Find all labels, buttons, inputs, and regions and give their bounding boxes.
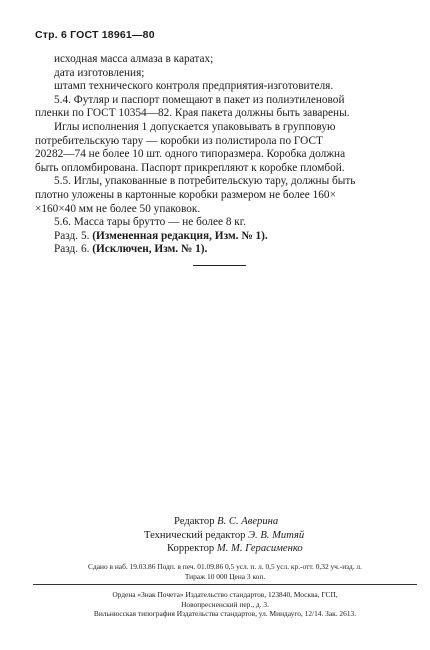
text-line: Иглы исполнения 1 допускается упаковывать в групповую xyxy=(54,120,336,133)
text-line: 5.4. Футляр и паспорт помещают в пакет из полиэтиленовой xyxy=(54,93,345,106)
imprint-divider xyxy=(33,584,417,585)
text-line xyxy=(35,243,407,257)
text-line: потребительскую тару — коробки из полистирола по ГОСТ xyxy=(35,134,323,147)
imprint-line: Вильнюсская типография Издательства стандартов, ул. Миндауго, 12/14. Зак. 2613. xyxy=(93,609,357,619)
imprint-line: Ордена «Знак Почета» Издательство стандартов, 123840, Москва, ГСП, xyxy=(112,590,338,599)
amendment-note: (Исключен, Изм. № 1). xyxy=(92,243,208,256)
corrector-name: М. М. Герасименко xyxy=(216,543,303,554)
tech-editor-line xyxy=(140,529,380,543)
section-ref: Разд. 6. xyxy=(54,243,93,256)
credits xyxy=(140,515,380,556)
corrector-role: Корректор xyxy=(167,543,217,554)
divider xyxy=(193,265,246,266)
imprint-line: Тираж 10 000 Цена 3 коп. xyxy=(184,571,266,581)
tech-editor-name: Э. В. Митяй xyxy=(248,529,305,541)
section-ref: Разд. 5. xyxy=(54,229,93,242)
text-line: ×160×40 мм не более 50 упаковок. xyxy=(35,202,201,215)
amendment-note: (Измененная редакция, Изм. № 1). xyxy=(92,229,268,242)
text-line: 5.5. Иглы, упакованные в потребительскую тару, должны быть xyxy=(54,175,356,188)
text-line xyxy=(35,230,407,244)
text-line: быть опломбирована. Паспорт прикрепляют к коробке пломбой. xyxy=(35,161,345,174)
text-line: исходная масса алмаза в каратах; xyxy=(54,53,214,65)
imprint-line: Сдано в наб. 19.03.86 Подп. в печ. 01.09.86 0,5 усл. п. л. 0,5 усл. кр.-отт. 0,32 уч.-изд. л. xyxy=(88,562,362,571)
editor-name: В. С. Аверина xyxy=(217,516,279,527)
text-line: 5.6. Масса тары брутто — не более 8 кг. xyxy=(54,216,246,229)
text-line: плотно уложены в картонные коробки размером не более 160× xyxy=(35,188,336,201)
text-line: 20282—74 не более 10 шт. одного типоразмера. Коробка должна xyxy=(35,148,346,161)
corrector-line xyxy=(140,542,380,556)
page-header: Стр. 6 ГОСТ 18961—80 xyxy=(35,29,155,41)
text-line: дата изготовления; xyxy=(54,66,145,79)
text-line: пленки по ГОСТ 10354—82. Края пакета должны быть заварены. xyxy=(35,107,350,120)
text-line: штамп технического контроля предприятия-изготовителя. xyxy=(54,80,334,93)
body-text xyxy=(35,53,407,257)
imprint-line: Новопресненский пер., д. 3. xyxy=(181,599,269,609)
editor-role: Редактор xyxy=(174,516,218,527)
print-details xyxy=(33,562,417,581)
tech-editor-role: Технический редактор xyxy=(144,529,249,541)
publisher-details xyxy=(33,590,417,619)
editor-line xyxy=(140,515,380,529)
